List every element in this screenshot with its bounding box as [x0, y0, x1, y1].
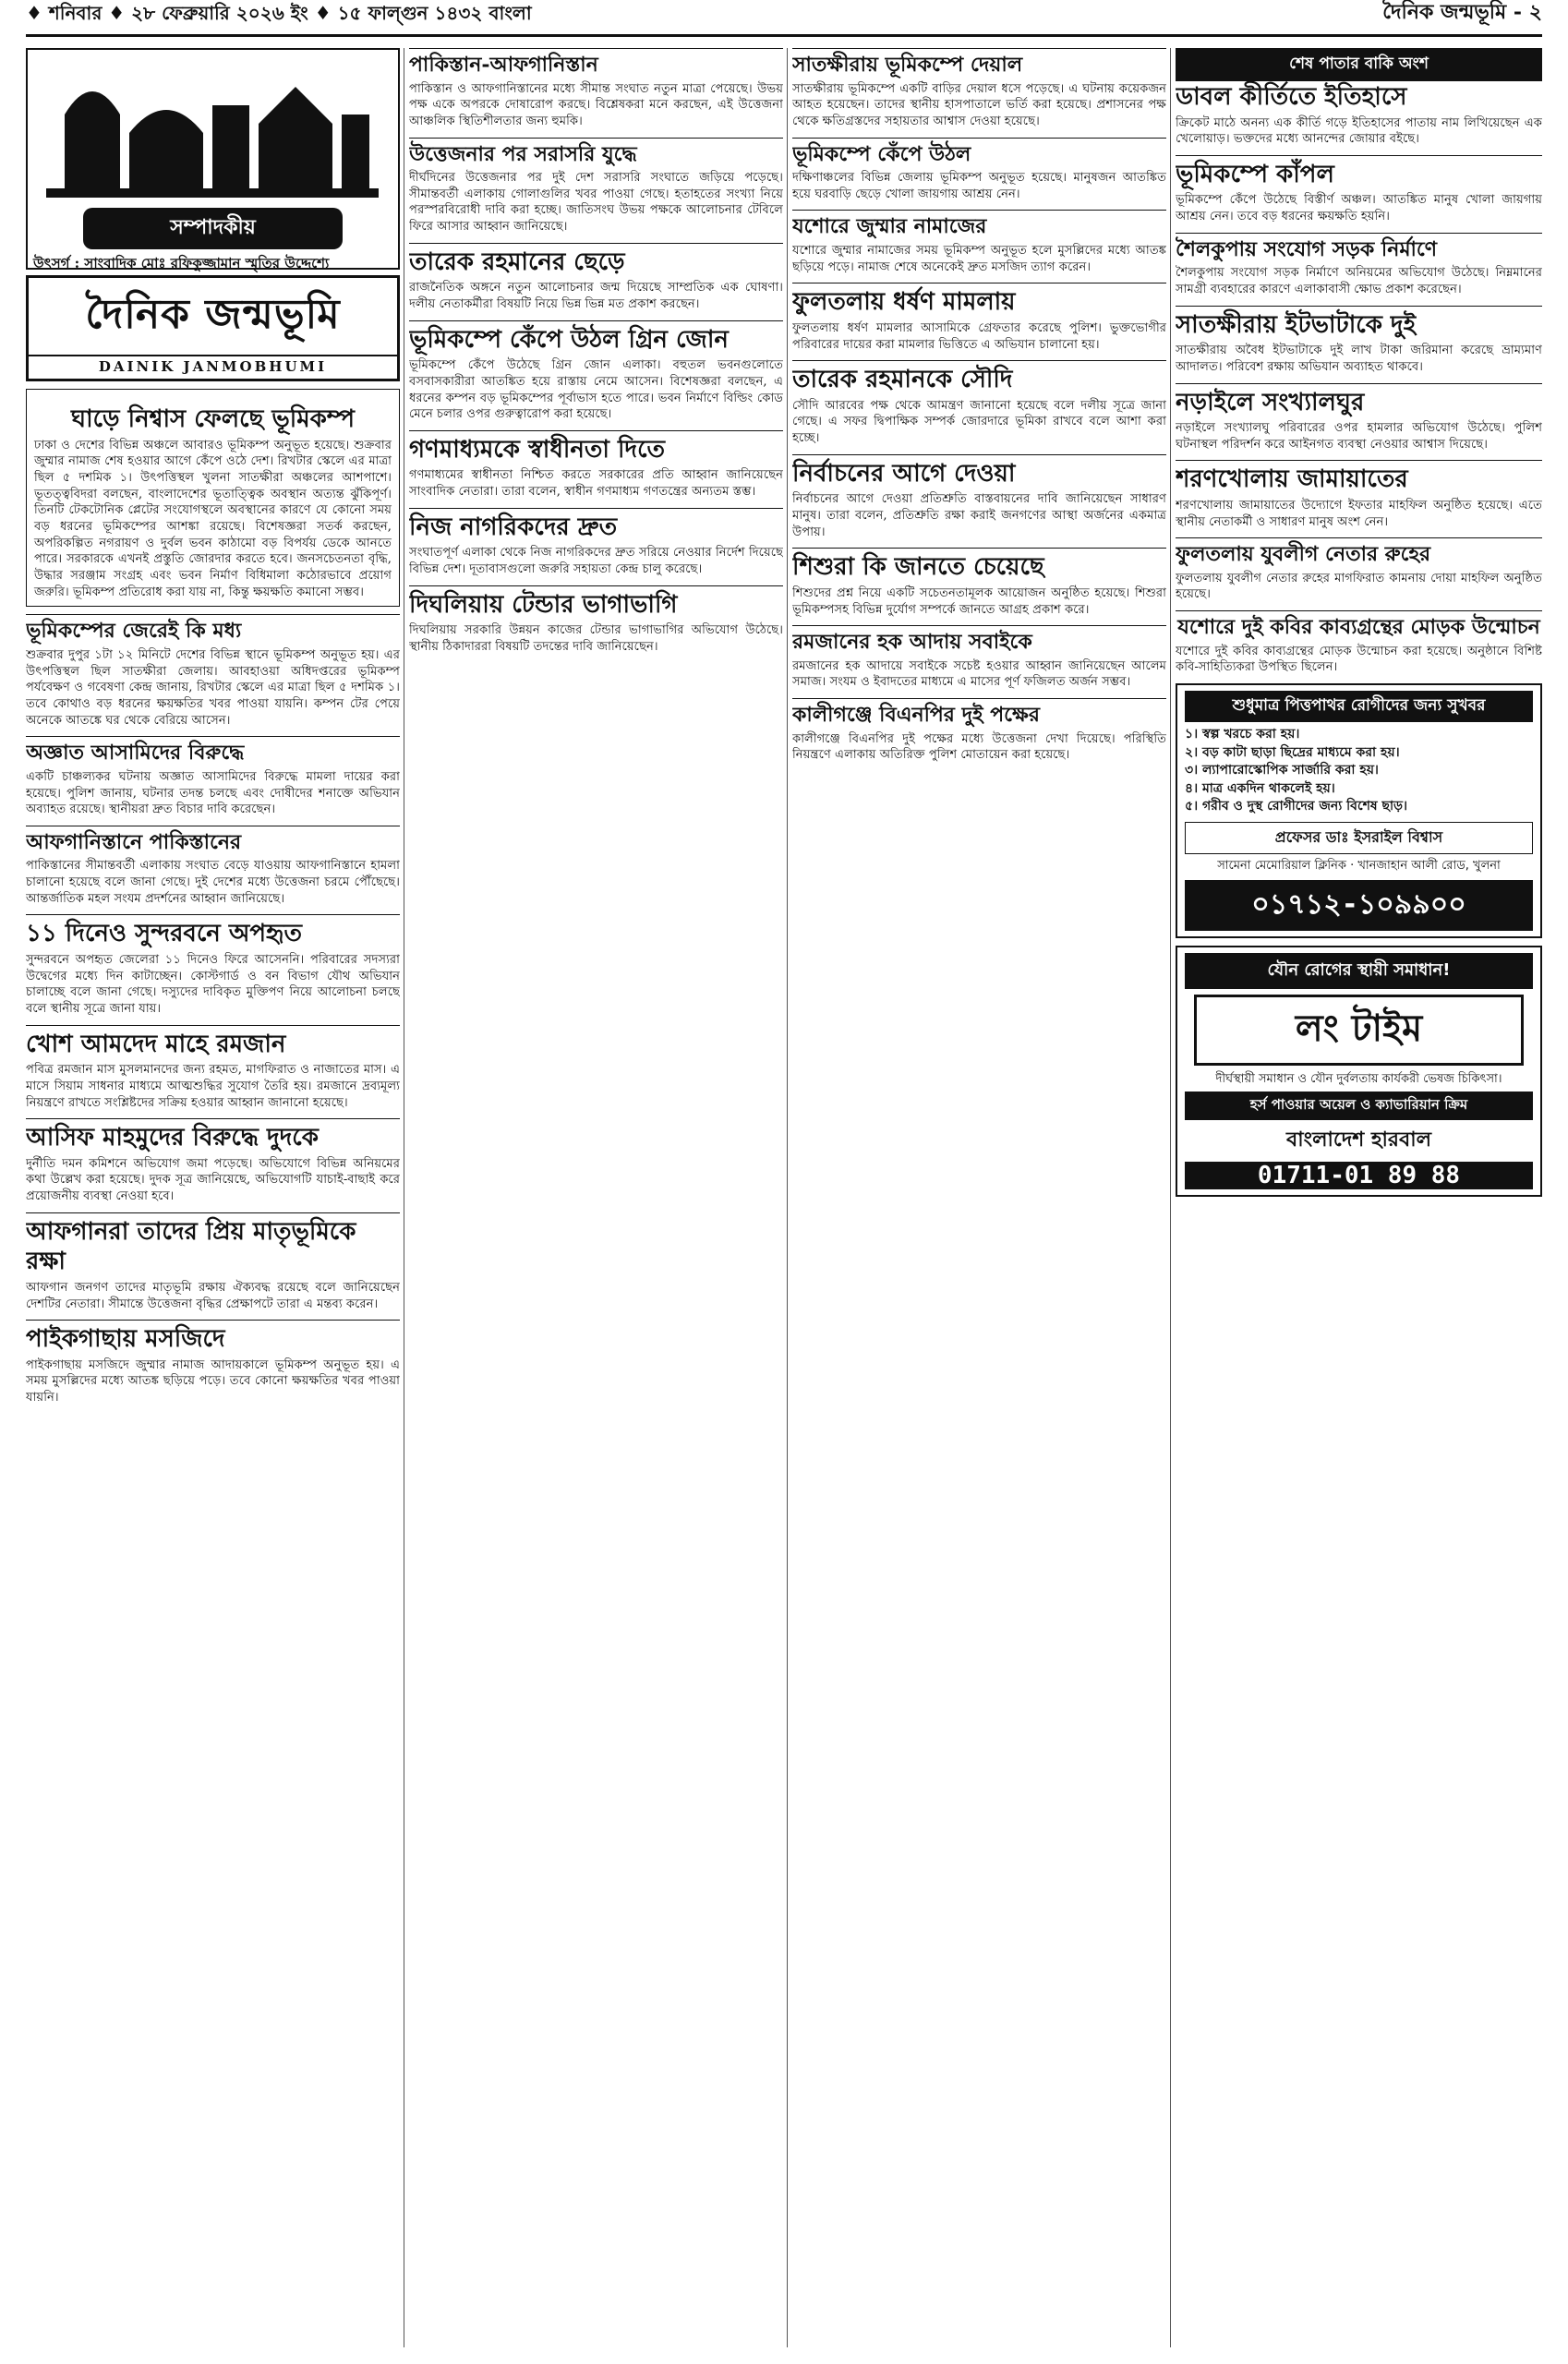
- article: [792, 454, 1166, 541]
- headline: শৈলকুপায় সংযোগ সড়ক নির্মাণে: [1176, 233, 1542, 263]
- headline: দিঘলিয়ায় টেন্ডার ভাগাভাগি: [409, 585, 783, 621]
- headline: পাইকগাছায় মসজিদে: [26, 1320, 400, 1355]
- article: [26, 1212, 400, 1312]
- article-body: আফগান জনগণ তাদের মাতৃভূমি রক্ষায় ঐক্যবদ্ধ রয়েছে বলে জানিয়েছেন দেশটির নেতারা। সীমান্তে উত্তেজনা বৃদ্ধির প্রেক্ষাপটে তারা এ মন্তব্য করেন।: [26, 1280, 400, 1311]
- ad-clinic: সামেনা মেমোরিয়াল ক্লিনিক · খানজাহান আলী রোড, খুলনা: [1217, 858, 1501, 873]
- article-body: রমজানের হক আদায়ে সবাইকে সচেষ্ট হওয়ার আহ্বান জানিয়েছেন আলেম সমাজ। সংযম ও ইবাদতের মাধ্যমে এ মাসের পূর্ণ ফজিলত অর্জন সম্ভব।: [792, 658, 1166, 690]
- article: [1176, 537, 1542, 603]
- article-body: পাইকগাছায় মসজিদে জুম্মার নামাজ আদায়কালে ভূমিকম্প অনুভূত হয়। এ সময় মুসল্লিদের মধ্যে আতঙ্ক ছড়িয়ে পড়ে। তবে কোনো ক্ষয়ক্ষতির খবর পাওয়া যায়নি।: [26, 1357, 400, 1405]
- article-body: নির্বাচনের আগে দেওয়া প্রতিশ্রুতি বাস্তবায়নের দাবি জানিয়েছেন সাধারণ মানুষ। তারা বলেন, প্রতিশ্রুতি রক্ষা করাই জনগণের আস্থা অর্জনের একমাত্র উপায়।: [792, 492, 1166, 539]
- article-body: সাতক্ষীরায় ভূমিকম্পে একটি বাড়ির দেয়াল ধসে পড়েছে। এ ঘটনায় কয়েকজন আহত হয়েছেন। তাদের স্থানীয় হাসপাতালে ভর্তি করা হয়েছে। প্রশাসনের পক্ষ থেকে ক্ষতিগ্রস্তদের সহায়তার আশ্বাস দেওয়া হয়েছে।: [792, 81, 1166, 128]
- headline: সাতক্ষীরায় ভূমিকম্পে দেয়াল: [792, 48, 1166, 78]
- logo-english: DAINIK JANMOBHUMI: [29, 355, 397, 375]
- page-header: [26, 0, 1542, 37]
- article: [1176, 306, 1542, 376]
- article: [409, 48, 783, 130]
- headline: আফগানরা তাদের প্রিয় মাতৃভূমিকে রক্ষা: [26, 1212, 400, 1277]
- gallstone-advertisement: [1176, 683, 1542, 938]
- article-body: সুন্দরবনে অপহৃত জেলেরা ১১ দিনেও ফিরে আসেননি। পরিবারের সদস্যরা উদ্বেগের মধ্যে দিন কাটাচ্ছেন। কোস্টগার্ড ও বন বিভাগ যৌথ অভিযান চালাচ্ছে বলে জানা গেছে। দস্যুদের দাবিকৃত মুক্তিপণ নিয়ে আলোচনা চলছে বলে স্থানীয় সূত্রে জানা যায়।: [26, 952, 400, 1016]
- article-body: পবিত্র রমজান মাস মুসলমানদের জন্য রহমত, মাগফিরাত ও নাজাতের মাস। এ মাসে সিয়াম সাধনার মাধ্যমে আত্মশুদ্ধির সুযোগ তৈরি হয়। রমজানে দ্রব্যমূল্য নিয়ন্ত্রণে রাখতে সংশ্লিষ্টদের সক্রিয় হওয়ার আহ্বান জানানো হয়েছে।: [26, 1063, 400, 1110]
- article: [1176, 383, 1542, 453]
- headline: তারেক রহমানকে সৌদি: [792, 360, 1166, 395]
- article-body: সাতক্ষীরায় অবৈধ ইটভাটাকে দুই লাখ টাকা জরিমানা করেছে ভ্রাম্যমাণ আদালত। পরিবেশ রক্ষায় অভিযান অব্যাহত থাকবে।: [1176, 344, 1542, 374]
- article-body: পাকিস্তান ও আফগানিস্তানের মধ্যে সীমান্ত সংঘাত নতুন মাত্রা পেয়েছে। উভয় পক্ষ একে অপরকে দোষারোপ করছে। বিশ্লেষকরা মনে করছেন, এই উত্তেজনা আঞ্চলিক স্থিতিশীলতার জন্য হুমকি।: [409, 81, 783, 128]
- article-body: নড়াইলে সংখ্যালঘু পরিবারের ওপর হামলার অভিযোগ উঠেছে। পুলিশ ঘটনাস্থল পরিদর্শন করে আইনগত ব্যবস্থা নেওয়ার আশ্বাস দিয়েছে।: [1176, 421, 1542, 452]
- article-body: ফুলতলায় যুবলীগ নেতার রুহের মাগফিরাত কামনায় দোয়া মাহফিল অনুষ্ঠিত হয়েছে।: [1176, 571, 1542, 602]
- article-body: সংঘাতপূর্ণ এলাকা থেকে নিজ নাগরিকদের দ্রুত সরিয়ে নেওয়ার নির্দেশ দিয়েছে বিভিন্ন দেশ। দূতাবাসগুলো জরুরি সহায়তা কেন্দ্র চালু করেছে।: [409, 546, 783, 576]
- ad2-phone: 01711-01 89 88: [1185, 1162, 1533, 1189]
- article: [409, 320, 783, 423]
- ad2-text: দীর্ঘস্থায়ী সমাধান ও যৌন দুর্বলতায় কার্যকরী ভেষজ চিকিৎসা।: [1215, 1071, 1502, 1086]
- article-body: রাজনৈতিক অঙ্গনে নতুন আলোচনার জন্ম দিয়েছে সাম্প্রতিক এক ঘোষণা। দলীয় নেতাকর্মীরা বিষয়টি নিয়ে ভিন্ন ভিন্ন মত প্রকাশ করছেন।: [409, 281, 783, 311]
- column-4: [1176, 48, 1542, 2347]
- headline: ফুলতলায় ধর্ষণ মামলায়: [792, 283, 1166, 318]
- article: [26, 1320, 400, 1406]
- article: [26, 736, 400, 818]
- article-body: ক্রিকেট মাঠে অনন্য এক কীর্তি গড়ে ইতিহাসের পাতায় নাম লিখিয়েছেন এক খেলোয়াড়। ভক্তদের মধ্যে আনন্দের জোয়ার বইছে।: [1176, 115, 1542, 147]
- headline: পাকিস্তান-আফগানিস্তান: [409, 48, 783, 78]
- headline: শিশুরা কি জানতে চেয়েছে: [792, 548, 1166, 583]
- article: [1176, 155, 1542, 225]
- ad-list-item: ৩। ল্যাপারোস্কোপিক সার্জারি করা হয়।: [1185, 763, 1379, 778]
- column-1: [26, 48, 400, 2347]
- article: [1176, 78, 1542, 148]
- ad-list: [1185, 726, 1533, 816]
- article: [792, 625, 1166, 691]
- dedication: উৎসর্গ : সাংবাদিক মোঃ রফিকুজ্জামান স্মৃতির উদ্দেশ্যে: [33, 255, 330, 271]
- article: [792, 360, 1166, 447]
- editorial-masthead: [26, 48, 400, 270]
- headline: আসিফ মাহমুদের বিরুদ্ধে দুদকে: [26, 1118, 400, 1153]
- article: [792, 698, 1166, 764]
- article: [26, 826, 400, 908]
- ad-phone: ০১৭১২-১০৯৯০০: [1185, 880, 1533, 931]
- article: [409, 138, 783, 235]
- article-body: ফুলতলায় ধর্ষণ মামলার আসামিকে গ্রেফতার করেছে পুলিশ। ভুক্তভোগীর পরিবারের দায়ের করা মামলার ভিত্তিতে এ অভিযান চালানো হয়।: [792, 320, 1166, 352]
- ad-top: শুধুমাত্র পিত্তপাথর রোগীদের জন্য সুখবর: [1185, 691, 1533, 722]
- ad-list-item: ২। বড় কাটা ছাড়া ছিদ্রের মাধ্যমে করা হয়।: [1185, 744, 1400, 760]
- article: [26, 1118, 400, 1205]
- article: [409, 585, 783, 656]
- headline: নির্বাচনের আগে দেওয়া: [792, 454, 1166, 489]
- editorial-article: [26, 389, 400, 607]
- headline: রমজানের হক আদায় সবাইকে: [792, 625, 1166, 656]
- article-body: গণমাধ্যমের স্বাধীনতা নিশ্চিত করতে সরকারের প্রতি আহ্বান জানিয়েছেন সাংবাদিক নেতারা। তারা বলেন, স্বাধীন গণমাধ্যম গণতন্ত্রের অন্যতম স্তম্ভ।: [409, 468, 783, 500]
- continued-banner-wrap: [1176, 48, 1542, 85]
- headline: যশোরে দুই কবির কাব্যগ্রন্থের মোড়ক উন্মোচন: [1176, 610, 1542, 641]
- column-rule: [787, 48, 788, 2347]
- article: [26, 914, 400, 1017]
- article: [409, 430, 783, 501]
- headline: উত্তেজনার পর সরাসরি যুদ্ধে: [409, 138, 783, 168]
- ad-list-item: ৫। গরীব ও দুস্থ রোগীদের জন্য বিশেষ ছাড়।: [1185, 799, 1408, 814]
- editorial-headline: ঘাড়ে নিশ্বাস ফেলছে ভূমিকম্প: [71, 405, 355, 433]
- headline: ভূমিকম্পের জেরেই কি মধ্য: [26, 614, 400, 645]
- article-body: দীর্ঘদিনের উত্তেজনার পর দুই দেশ সরাসরি সংঘাতে জড়িয়ে পড়েছে। সীমান্তবর্তী এলাকায় গোলাগুলির খবর পাওয়া গেছে। হতাহতের সংখ্যা নিয়ে পরস্পরবিরোধী দাবি করা হচ্ছে। জাতিসংঘ উভয় পক্ষকে আলোচনার টেবিলে ফিরে আসার আহ্বান জানিয়েছে।: [409, 171, 783, 235]
- continued-banner: শেষ পাতার বাকি অংশ: [1176, 48, 1542, 81]
- ad2-bar: হর্স পাওয়ার অয়েল ও ক্যাভারিয়ান ক্রিম: [1185, 1092, 1533, 1120]
- article: [792, 210, 1166, 275]
- headline: ভূমিকম্পে কেঁপে উঠল গ্রিন জোন: [409, 320, 783, 356]
- article: [1176, 610, 1542, 676]
- article: [792, 48, 1166, 130]
- article: [409, 243, 783, 313]
- logo-bengali: দৈনিক জন্মভূমি: [85, 291, 341, 338]
- article-body: ভূমিকম্পে কেঁপে উঠেছে গ্রিন জোন এলাকা। বহুতল ভবনগুলোতে বসবাসকারীরা আতঙ্কিত হয়ে রাস্তায় নেমে আসেন। বিশেষজ্ঞরা বলছেন, এ ধরনের কম্পন বড় ভূমিকম্পের পূর্বাভাস হতে পারে। ভবন নির্মাণে বিল্ডিং কোড মেনে চলার ওপর গুরুত্বারোপ করা হয়েছে।: [409, 358, 783, 422]
- headline: কালীগঞ্জে বিএনপির দুই পক্ষের: [792, 698, 1166, 729]
- headline: ভূমিকম্পে কাঁপল: [1176, 155, 1542, 190]
- article-body: যশোরে দুই কবির কাব্যগ্রন্থের মোড়ক উন্মোচন করা হয়েছে। অনুষ্ঠানে বিশিষ্ট কবি-সাহিত্যিকরা উপস্থিত ছিলেন।: [1176, 644, 1542, 675]
- article: [26, 1025, 400, 1112]
- page-label: দৈনিক জন্মভূমি - ২: [1382, 0, 1542, 24]
- headline: যশোরে জুম্মার নামাজের: [792, 210, 1166, 240]
- headline: ভূমিকম্পে কেঁপে উঠল: [792, 138, 1166, 168]
- col1-articles: [26, 614, 400, 1405]
- column-3: [792, 48, 1166, 2347]
- paper-logo: [26, 275, 400, 381]
- article-body: ভূমিকম্পে কেঁপে উঠেছে বিস্তীর্ণ অঞ্চল। আতঙ্কিত মানুষ খোলা জায়গায় আশ্রয় নেন। তবে বড় ধরনের ক্ষয়ক্ষতি হয়নি।: [1176, 193, 1542, 224]
- article-body: শিশুদের প্রশ্ন নিয়ে একটি সচেতনতামূলক আয়োজন অনুষ্ঠিত হয়েছে। শিশুরা ভূমিকম্পসহ বিভিন্ন দুর্যোগ সম্পর্কে জানতে আগ্রহ প্রকাশ করে।: [792, 585, 1166, 617]
- headline: ডাবল কীর্তিতে ইতিহাসে: [1176, 78, 1542, 113]
- article: [26, 614, 400, 729]
- article: [1176, 460, 1542, 530]
- headline: নড়াইলে সংখ্যালঘুর: [1176, 383, 1542, 418]
- headline: গণমাধ্যমকে স্বাধীনতা দিতে: [409, 430, 783, 465]
- article: [409, 508, 783, 578]
- ad2-brand: লং টাইম: [1194, 995, 1524, 1066]
- article-body: দুর্নীতি দমন কমিশনে অভিযোগ জমা পড়েছে। অভিযোগে বিভিন্ন অনিয়মের কথা উল্লেখ করা হয়েছে। দুদক সূত্র জানিয়েছে, অভিযোগটি যাচাই-বাছাই করে প্রয়োজনীয় ব্যবস্থা নেওয়া হবে।: [26, 1156, 400, 1204]
- headline: ১১ দিনেও সুন্দরবনে অপহৃত: [26, 914, 400, 949]
- issue-date: ♦ শনিবার ♦ ২৮ ফেব্রুয়ারি ২০২৬ ইং ♦ ১৫ ফাল্গুন ১৪৩২ বাংলা: [26, 2, 532, 24]
- article-body: শৈলকুপায় সংযোগ সড়ক নির্মাণে অনিয়মের অভিযোগ উঠেছে। নিম্নমানের সামগ্রী ব্যবহারের কারণে এলাকাবাসী ক্ষোভ প্রকাশ করেছেন।: [1176, 266, 1542, 296]
- headline: ফুলতলায় যুবলীগ নেতার রুহের: [1176, 537, 1542, 568]
- article-body: দিঘলিয়ায় সরকারি উন্নয়ন কাজের টেন্ডার ভাগাভাগির অভিযোগ উঠেছে। স্থানীয় ঠিকাদাররা বিষয়টি তদন্তের দাবি জানিয়েছেন।: [409, 623, 783, 654]
- article-body: কালীগঞ্জে বিএনপির দুই পক্ষের মধ্যে উত্তেজনা দেখা দিয়েছে। পরিস্থিতি নিয়ন্ত্রণে এলাকায় অতিরিক্ত পুলিশ মোতায়েন করা হয়েছে।: [792, 731, 1166, 763]
- headline: খোশ আমদেদ মাহে রমজান: [26, 1025, 400, 1060]
- ad-doctor: প্রফেসর ডাঃ ইসরাইল বিশ্বাস: [1185, 822, 1533, 854]
- editorial-body: ঢাকা ও দেশের বিভিন্ন অঞ্চলে আবারও ভূমিকম্প অনুভূত হয়েছে। শুক্রবার জুম্মার নামাজ শেষ হওয়ার আগে কেঁপে ওঠে দেশ। রিখটার স্কেলে এর মাত্রা ছিল ৫ দশমিক ১। উৎপত্তিস্থল খুলনা সাতক্ষীরা অঞ্চলের আশপাশে। ভূতত্ত্ববিদরা বলছেন, বাংলাদেশের ভূতাত্ত্বিক অবস্থান অত্যন্ত ঝুঁকিপূর্ণ। তিনটি টেকটোনিক প্লেটের সংযোগস্থলে অবস্থানের কারণে যে কোনো সময় বড় ধরনের ভূমিকম্পের আশঙ্কা রয়েছে। বিশেষজ্ঞরা সতর্ক করছেন, অপরিকল্পিত নগরায়ণ ও দুর্বল ভবন কাঠামো বড় বিপর্যয় ডেকে আনতে পারে। সরকারকে এখনই প্রস্তুতি জোরদার করতে হবে। জনসচেতনতা বৃদ্ধি, উদ্ধার সরঞ্জাম সংগ্রহ এবং ভবন নির্মাণ বিধিমালা কঠোরভাবে প্রয়োগ জরুরি। ভূমিকম্প প্রতিরোধ করা যায় না, কিন্তু ক্ষয়ক্ষতি কমানো সম্ভব।: [34, 438, 392, 599]
- article-body: সৌদি আরবের পক্ষ থেকে আমন্ত্রণ জানানো হয়েছে বলে দলীয় সূত্রে জানা গেছে। এ সফর দ্বিপাক্ষিক সম্পর্ক জোরদারে ভূমিকা রাখবে বলে আশা করা হচ্ছে।: [792, 398, 1166, 446]
- article-body: যশোরে জুম্মার নামাজের সময় ভূমিকম্প অনুভূত হলে মুসল্লিদের মধ্যে আতঙ্ক ছড়িয়ে পড়ে। নামাজ শেষে অনেকেই দ্রুত মসজিদ ত্যাগ করেন।: [792, 243, 1166, 274]
- headline: আফগানিস্তানে পাকিস্তানের: [26, 826, 400, 856]
- ad-list-item: ১। স্বল্প খরচে করা হয়।: [1185, 727, 1300, 742]
- column-rule: [1170, 48, 1171, 2347]
- article: [792, 138, 1166, 203]
- editorial-label: সম্পাদকীয়: [83, 208, 343, 249]
- article: [1176, 233, 1542, 298]
- article-body: দক্ষিণাঞ্চলের বিভিন্ন জেলায় ভূমিকম্প অনুভূত হয়েছে। মানুষজন আতঙ্কিত হয়ে ঘরবাড়ি ছেড়ে খোলা জায়গায় আশ্রয় নেন।: [792, 171, 1166, 201]
- ad2-head: যৌন রোগের স্থায়ী সমাধান!: [1185, 953, 1533, 989]
- ad-list-item: ৪। মাত্র একদিন থাকলেই হয়।: [1185, 780, 1335, 796]
- headline: অজ্ঞাত আসামিদের বিরুদ্ধে: [26, 736, 400, 766]
- column-2: [409, 48, 783, 2347]
- herbal-advertisement: [1176, 946, 1542, 1198]
- article-body: একটি চাঞ্চল্যকর ঘটনায় অজ্ঞাত আসামিদের বিরুদ্ধে মামলা দায়ের করা হয়েছে। পুলিশ জানায়, ঘটনার তদন্ত চলছে এবং দোষীদের শনাক্তে অভিযান অব্যাহত রয়েছে। স্থানীয়রা দ্রুত বিচার দাবি করেছেন।: [26, 769, 400, 817]
- headline: তারেক রহমানের ছেড়ে: [409, 243, 783, 278]
- article-body: শরণখোলায় জামায়াতের উদ্যোগে ইফতার মাহফিল অনুষ্ঠিত হয়েছে। এতে স্থানীয় নেতাকর্মী ও সাধারণ মানুষ অংশ নেন।: [1176, 498, 1542, 529]
- article-body: পাকিস্তানের সীমান্তবর্তী এলাকায় সংঘাত বেড়ে যাওয়ায় আফগানিস্তানে হামলা চালানো হয়েছে বলে জানা গেছে। দুই দেশের মধ্যে উত্তেজনা চরমে পৌঁছেছে। আন্তর্জাতিক মহল সংযম প্রদর্শনের আহ্বান জানিয়েছে।: [26, 859, 400, 906]
- article-body: শুক্রবার দুপুর ১টা ১২ মিনিটে দেশের বিভিন্ন স্থানে ভূমিকম্প অনুভূত হয়। এর উৎপত্তিস্থল ছিল সাতক্ষীরা জেলায়। আবহাওয়া অধিদপ্তরের ভূমিকম্প পর্যবেক্ষণ ও গবেষণা কেন্দ্র জানায়, রিখটার স্কেলে এর মাত্রা ছিল ৫ দশমিক ১। তবে কোথাও বড় ধরনের ক্ষয়ক্ষতির খবর পাওয়া যায়নি। কম্পন টের পেয়ে অনেকে আতঙ্কে ঘর থেকে বেরিয়ে আসেন।: [26, 647, 400, 728]
- ad2-org: বাংলাদেশ হারবাল: [1286, 1128, 1431, 1152]
- headline: নিজ নাগরিকদের দ্রুত: [409, 508, 783, 543]
- headline: সাতক্ষীরায় ইটভাটাকে দুই: [1176, 306, 1542, 341]
- headline: শরণখোলায় জামায়াতের: [1176, 460, 1542, 495]
- article: [792, 548, 1166, 618]
- article: [792, 283, 1166, 353]
